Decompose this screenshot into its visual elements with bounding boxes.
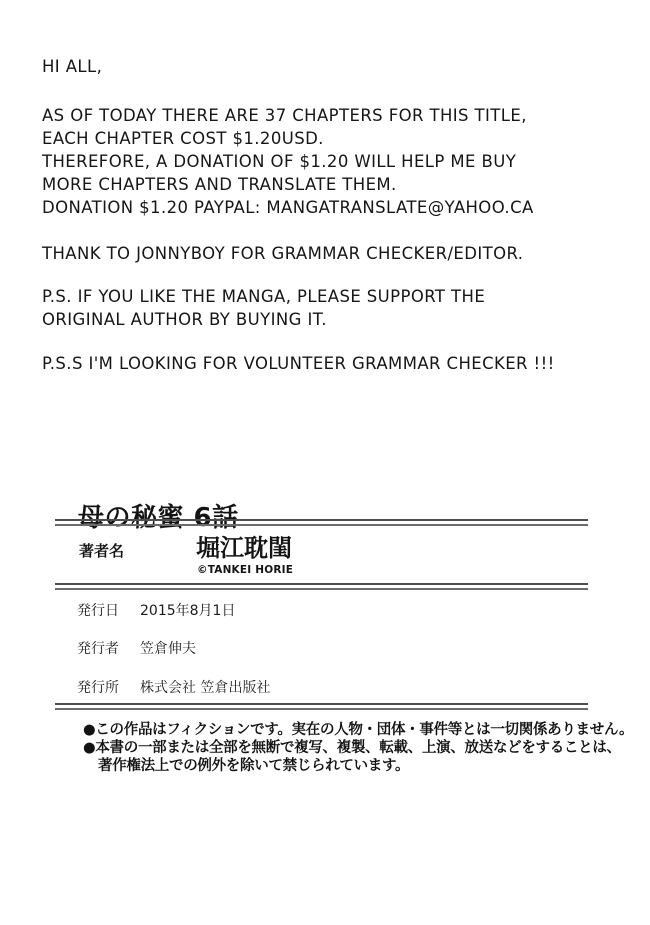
publisher-company-value: 株式会社 笠倉出版社 bbox=[140, 680, 271, 696]
disclaimer bbox=[83, 721, 633, 775]
note-ps-paragraph bbox=[42, 285, 485, 331]
publisher-company-label: 発行所 bbox=[77, 680, 119, 696]
publication-row-date bbox=[77, 601, 235, 621]
disclaimer-line: ●本書の一部または全部を無断で複写、複製、転載、上演、放送などをすることは、 bbox=[83, 740, 621, 756]
note-line: ORIGINAL AUTHOR BY BUYING IT. bbox=[42, 310, 327, 329]
publication-row-publisher-company bbox=[77, 678, 270, 698]
divider-rule bbox=[55, 519, 588, 526]
author-label: 著者名 bbox=[79, 542, 125, 560]
note-donation-email-line: DONATION $1.20 PAYPAL: MANGATRANSLATE@YAHOO.CA bbox=[42, 198, 534, 217]
note-pss-line: P.S.S I'M LOOKING FOR VOLUNTEER GRAMMAR CHECKER !!! bbox=[42, 354, 555, 373]
note-line: MORE CHAPTERS AND TRANSLATE THEM. bbox=[42, 175, 397, 194]
note-donation-paragraph bbox=[42, 104, 534, 219]
note-line: P.S. IF YOU LIKE THE MANGA, PLEASE SUPPORT THE bbox=[42, 287, 486, 306]
note-thanks-line: THANK TO JONNYBOY FOR GRAMMAR CHECKER/EDITOR. bbox=[42, 244, 524, 263]
divider-rule bbox=[55, 703, 588, 710]
publisher-person-label: 発行者 bbox=[77, 641, 119, 657]
divider-rule bbox=[55, 583, 588, 590]
note-line: EACH CHAPTER COST $1.20USD. bbox=[42, 129, 324, 148]
note-line: THEREFORE, A DONATION OF $1.20 WILL HELP ME BUY bbox=[42, 152, 517, 171]
publication-row-publisher-person bbox=[77, 639, 196, 659]
note-line: AS OF TODAY THERE ARE 37 CHAPTERS FOR THIS TITLE, bbox=[42, 106, 527, 125]
disclaimer-line: ●この作品はフィクションです。実在の人物・団体・事件等とは一切関係ありません。 bbox=[83, 722, 634, 738]
publisher-person-value: 笠倉伸夫 bbox=[140, 641, 196, 657]
author-name: 堀江耽閨 bbox=[196, 534, 292, 562]
publication-date-label: 発行日 bbox=[77, 603, 119, 619]
publication-date-value: 2015年8月1日 bbox=[140, 603, 236, 619]
disclaimer-line: 著作権法上での例外を除いて禁じられています。 bbox=[98, 758, 410, 774]
author-copyright: ©TANKEI HORIE bbox=[197, 564, 294, 576]
book-title: 母の秘蜜 6話 bbox=[78, 503, 239, 534]
note-greeting: HI ALL, bbox=[42, 57, 103, 76]
